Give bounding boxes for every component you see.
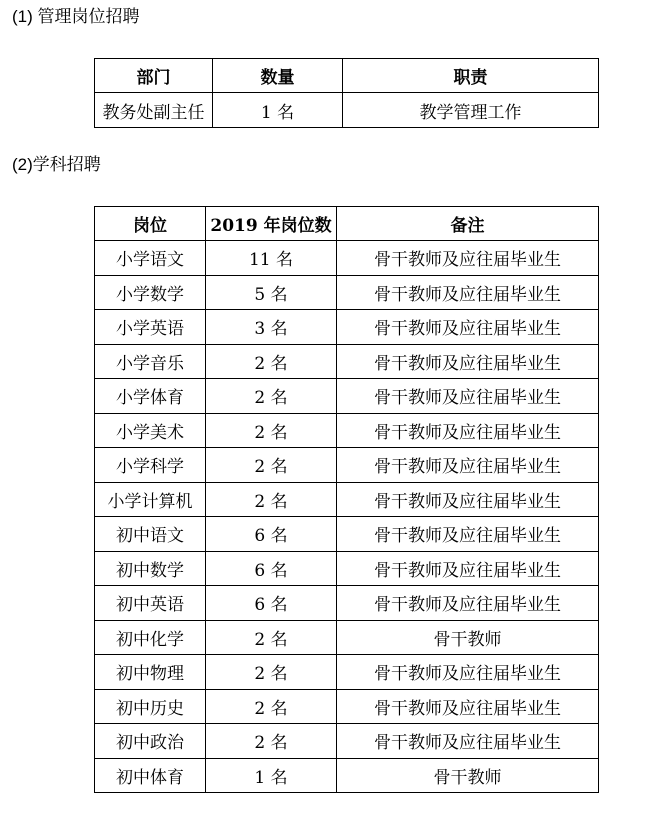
cell-position: 初中历史: [95, 689, 206, 724]
table-header-row: [95, 207, 599, 241]
table-header-row: [95, 59, 599, 93]
table-row: [95, 344, 599, 379]
cell-remarks: 骨干教师: [337, 758, 599, 793]
table-row: [95, 275, 599, 310]
header-quantity: 数量: [213, 59, 343, 93]
cell-position: 小学计算机: [95, 482, 206, 517]
cell-remarks: 骨干教师: [337, 620, 599, 655]
cell-quantity: 1 名: [213, 93, 343, 128]
cell-count: 5 名: [206, 275, 337, 310]
cell-position: 小学数学: [95, 275, 206, 310]
table-row: [95, 448, 599, 483]
table-row: [95, 413, 599, 448]
cell-count: 2 名: [206, 724, 337, 759]
cell-count: 2 名: [206, 689, 337, 724]
cell-department: 教务处副主任: [95, 93, 213, 128]
cell-position: 小学美术: [95, 413, 206, 448]
cell-count: 2 名: [206, 482, 337, 517]
header-department: 部门: [95, 59, 213, 93]
cell-position: 初中语文: [95, 517, 206, 552]
table-row: [95, 620, 599, 655]
cell-position: 初中化学: [95, 620, 206, 655]
section2-title: (2)学科招聘: [12, 155, 101, 174]
table-row: [95, 689, 599, 724]
cell-position: 小学科学: [95, 448, 206, 483]
cell-count: 6 名: [206, 551, 337, 586]
header-position: 岗位: [95, 207, 206, 241]
header-position-count: 2019 年岗位数: [206, 207, 337, 241]
table-row: [95, 517, 599, 552]
cell-remarks: 骨干教师及应往届毕业生: [337, 344, 599, 379]
table-row: [95, 93, 599, 128]
cell-position: 小学体育: [95, 379, 206, 414]
section1-title: (1) 管理岗位招聘: [12, 7, 140, 26]
cell-count: 2 名: [206, 344, 337, 379]
cell-remarks: 骨干教师及应往届毕业生: [337, 517, 599, 552]
table-row: [95, 482, 599, 517]
cell-remarks: 骨干教师及应往届毕业生: [337, 379, 599, 414]
table-row: [95, 758, 599, 793]
cell-remarks: 骨干教师及应往届毕业生: [337, 551, 599, 586]
table-row: [95, 586, 599, 621]
header-remarks: 备注: [337, 207, 599, 241]
cell-remarks: 骨干教师及应往届毕业生: [337, 448, 599, 483]
cell-count: 2 名: [206, 448, 337, 483]
cell-count: 2 名: [206, 413, 337, 448]
cell-count: 2 名: [206, 379, 337, 414]
cell-remarks: 骨干教师及应往届毕业生: [337, 482, 599, 517]
cell-remarks: 骨干教师及应往届毕业生: [337, 586, 599, 621]
table-row: [95, 310, 599, 345]
cell-position: 初中物理: [95, 655, 206, 690]
subject-recruitment-table: [94, 206, 599, 793]
management-position-table: [94, 58, 599, 128]
table-row: [95, 724, 599, 759]
cell-count: 1 名: [206, 758, 337, 793]
header-duties: 职责: [343, 59, 599, 93]
cell-position: 小学音乐: [95, 344, 206, 379]
cell-duties: 教学管理工作: [343, 93, 599, 128]
cell-remarks: 骨干教师及应往届毕业生: [337, 689, 599, 724]
cell-remarks: 骨干教师及应往届毕业生: [337, 310, 599, 345]
cell-remarks: 骨干教师及应往届毕业生: [337, 655, 599, 690]
cell-position: 小学语文: [95, 241, 206, 276]
cell-position: 初中英语: [95, 586, 206, 621]
subject-table-body: [95, 241, 599, 793]
cell-position: 初中体育: [95, 758, 206, 793]
cell-remarks: 骨干教师及应往届毕业生: [337, 413, 599, 448]
cell-position: 小学英语: [95, 310, 206, 345]
cell-count: 3 名: [206, 310, 337, 345]
cell-count: 2 名: [206, 620, 337, 655]
cell-count: 6 名: [206, 586, 337, 621]
table-row: [95, 241, 599, 276]
cell-remarks: 骨干教师及应往届毕业生: [337, 241, 599, 276]
cell-count: 2 名: [206, 655, 337, 690]
cell-count: 11 名: [206, 241, 337, 276]
cell-remarks: 骨干教师及应往届毕业生: [337, 275, 599, 310]
cell-position: 初中数学: [95, 551, 206, 586]
cell-remarks: 骨干教师及应往届毕业生: [337, 724, 599, 759]
cell-count: 6 名: [206, 517, 337, 552]
cell-position: 初中政治: [95, 724, 206, 759]
table-row: [95, 551, 599, 586]
table-row: [95, 379, 599, 414]
table-row: [95, 655, 599, 690]
